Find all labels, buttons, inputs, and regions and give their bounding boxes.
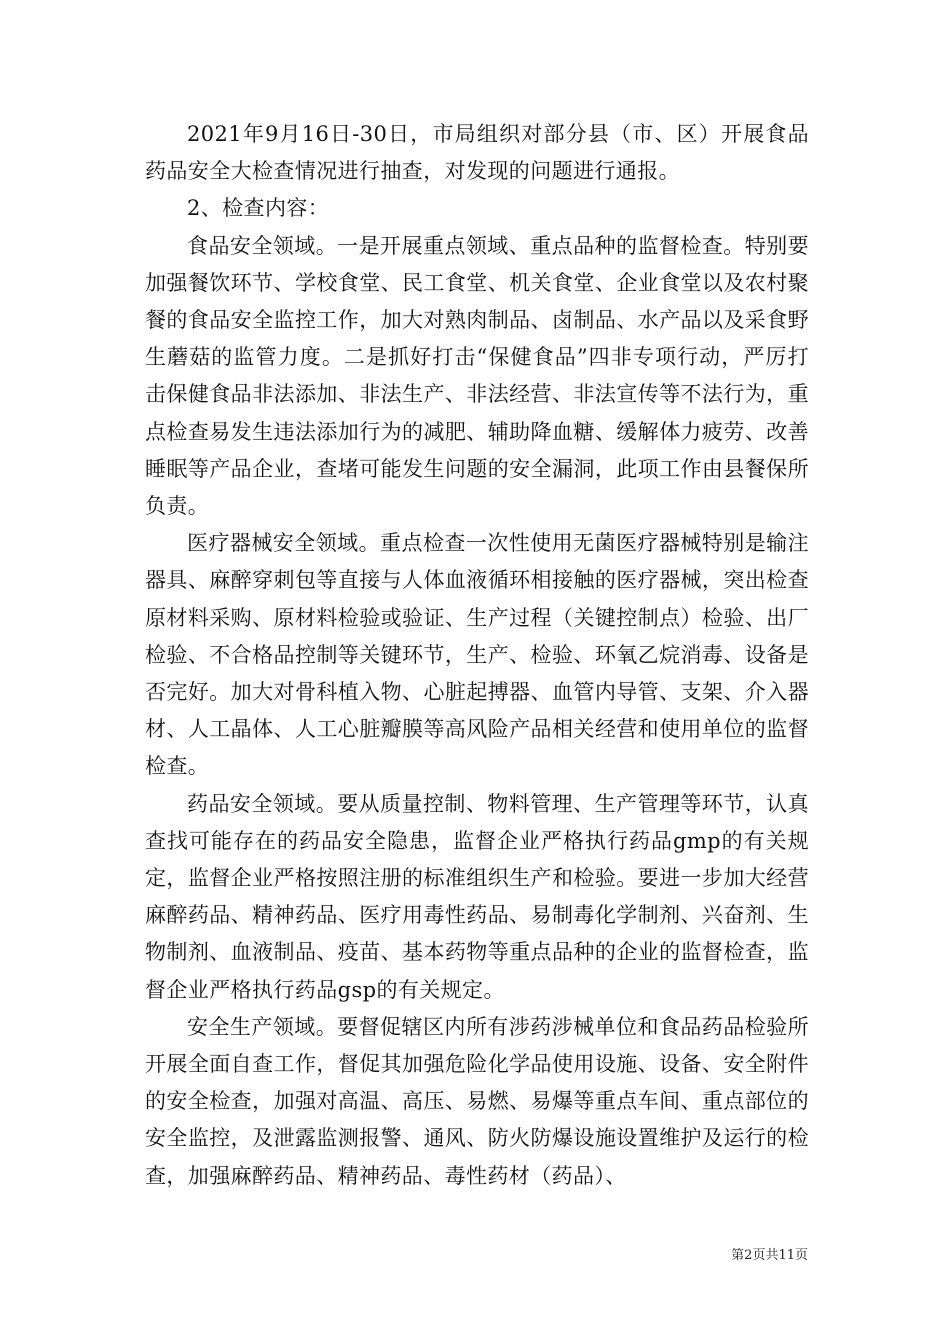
paragraph-food-safety: 食品安全领域。一是开展重点领域、重点品种的监督检查。特别要加强餐饮环节、学校食堂、民工食堂、机关食堂、企业食堂以及农村聚餐的食品安全监控工作，加大对熟肉制品、卤制品、水产品以及采食野生蘑菇的监管力度。二是抓好打击“保健食品”四非专项行动，严厉打击保健食品非法添加、非法生产、非法经营、非法宣传等不法行为，重点检查易发生违法添加行为的减肥、辅助降血糖、缓解体力疲劳、改善睡眠等产品企业，查堵可能发生问题的安全漏洞，此项工作由县餐保所负责。	[145, 233, 809, 519]
paragraph-drug-safety: 药品安全领域。要从质量控制、物料管理、生产管理等环节，认真查找可能存在的药品安全隐患，监督企业严格执行药品gmp的有关规定，监督企业严格按照注册的标准组织生产和检验。要进一步加大经营麻醉药品、精神药品、医疗用毒性药品、易制毒化学制剂、兴奋剂、生物制剂、血液制品、疫苗、基本药物等重点品种的企业的监督检查，监督企业严格执行药品gsp的有关规定。	[145, 791, 809, 1002]
document-body	[145, 116, 809, 1195]
paragraph-production-safety: 安全生产领域。要督促辖区内所有涉药涉械单位和食品药品检验所开展全面自查工作，督促其加强危险化学品使用设施、设备、安全附件的安全检查，加强对高温、高压、易燃、易爆等重点车间、重点部位的安全监控，及泄露监测报警、通风、防火防爆设施设置维护及运行的检查，加强麻醉药品、精神药品、毒性药材（药品）、	[145, 1014, 809, 1188]
paragraph-inspection-notice: 2021年9月16日-30日，市局组织对部分县（市、区）开展食品药品安全大检查情况进行抽查，对发现的问题进行通报。	[145, 122, 809, 184]
paragraph-medical-device-safety: 医疗器械安全领域。重点检查一次性使用无菌医疗器械特别是输注器具、麻醉穿刺包等直接与人体血液循环相接触的医疗器械，突出检查原材料采购、原材料检验或验证、生产过程（关键控制点）检验、出厂检验、不合格品控制等关键环节，生产、检验、环氧乙烷消毒、设备是否完好。加大对骨科植入物、心脏起搏器、血管内导管、支架、介入器材、人工晶体、人工心脏瓣膜等高风险产品相关经营和使用单位的监督检查。	[145, 531, 809, 779]
page-number-footer: 第2页共11页	[731, 1248, 808, 1263]
paragraph-inspection-content-heading: 2、检查内容：	[187, 196, 330, 221]
